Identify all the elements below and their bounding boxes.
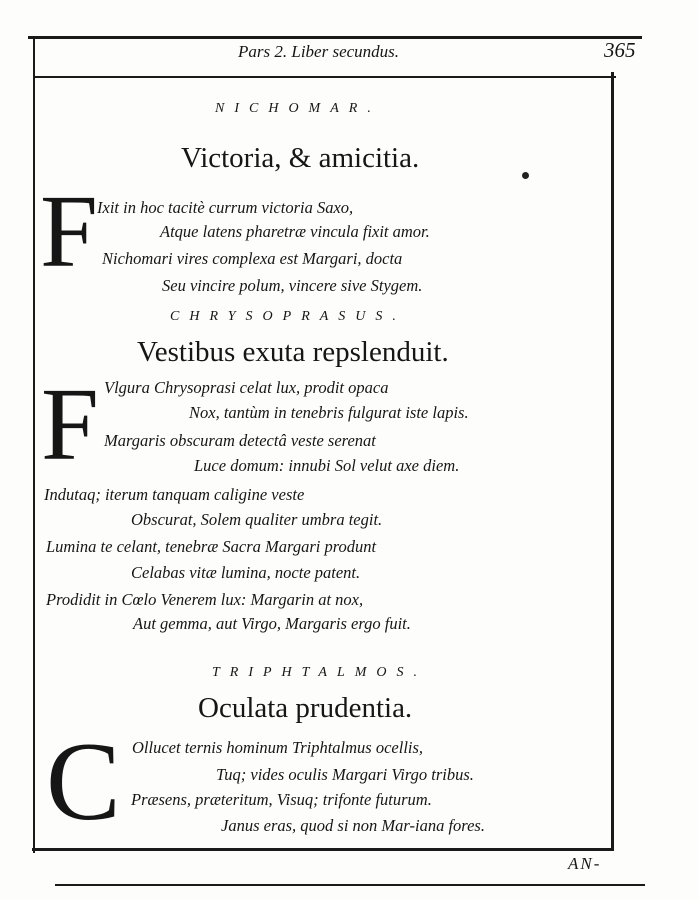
bottom-rule [55, 884, 645, 886]
drop-cap-c: C [46, 720, 121, 844]
verse-line: Atque latens pharetræ vincula fixit amor. [160, 222, 430, 241]
verse-line: Lumina te celant, tenebræ Sacra Margari produnt [46, 537, 377, 556]
section-title-oculata: Oculata prudentia. [198, 692, 413, 724]
header-rule [34, 76, 616, 78]
drop-cap-f: F [40, 174, 98, 289]
section-heading-chrysoprasus: CHRYSOPRASUS. [170, 309, 406, 324]
verse-line: Præsens, præteritum, Visuq; trifonte futurum. [131, 790, 432, 809]
verse-line: Nichomari vires complexa est Margari, docta [102, 249, 403, 268]
verse-line: Nox, tantùm in tenebris fulgurat iste lapis. [189, 403, 469, 422]
ink-dot [522, 172, 529, 179]
verse-line: Janus eras, quod si non Mar-iana fores. [221, 816, 485, 835]
top-rule [28, 36, 642, 39]
verse-line: Tuq; vides oculis Margari Virgo tribus. [216, 765, 474, 784]
verse-line: Luce domum: innubi Sol velut axe diem. [194, 456, 460, 475]
verse-line: Celabas vitæ lumina, nocte patent. [131, 563, 361, 582]
running-title: Pars 2. Liber secundus. [238, 42, 400, 61]
verse-line: Ixit in hoc tacitè currum victoria Saxo, [97, 198, 354, 217]
section-title-victoria: Victoria, & amicitia. [181, 142, 420, 174]
verse-line: Aut gemma, aut Virgo, Margaris ergo fuit. [133, 614, 411, 633]
section-heading-triphtalmos: TRIPHTALMOS. [212, 665, 428, 680]
catchword: AN- [568, 854, 602, 873]
section-title-vestibus: Vestibus exuta repslenduit. [137, 336, 449, 368]
verse-line: Indutaq; iterum tanquam caligine veste [44, 485, 305, 504]
verse-line: Obscurat, Solem qualiter umbra tegit. [131, 510, 383, 529]
right-rule [611, 72, 614, 850]
section-heading-nichomar: NICHOMAR. [215, 101, 381, 116]
page-number: 365 [604, 38, 636, 62]
verse-line: Seu vincire polum, vincere sive Stygem. [162, 276, 423, 295]
left-rule [33, 38, 35, 853]
verse-line: Vlgura Chrysoprasi celat lux, prodit opaca [104, 378, 389, 397]
verse-line: Margaris obscuram detectâ veste serenat [104, 431, 376, 450]
verse-line: Ollucet ternis hominum Triphtalmus ocellis, [132, 738, 424, 757]
footer-rule [32, 848, 614, 851]
verse-line: Prodidit in Cœlo Venerem lux: Margarin at nox, [46, 590, 364, 609]
drop-cap-f: F [41, 367, 99, 482]
